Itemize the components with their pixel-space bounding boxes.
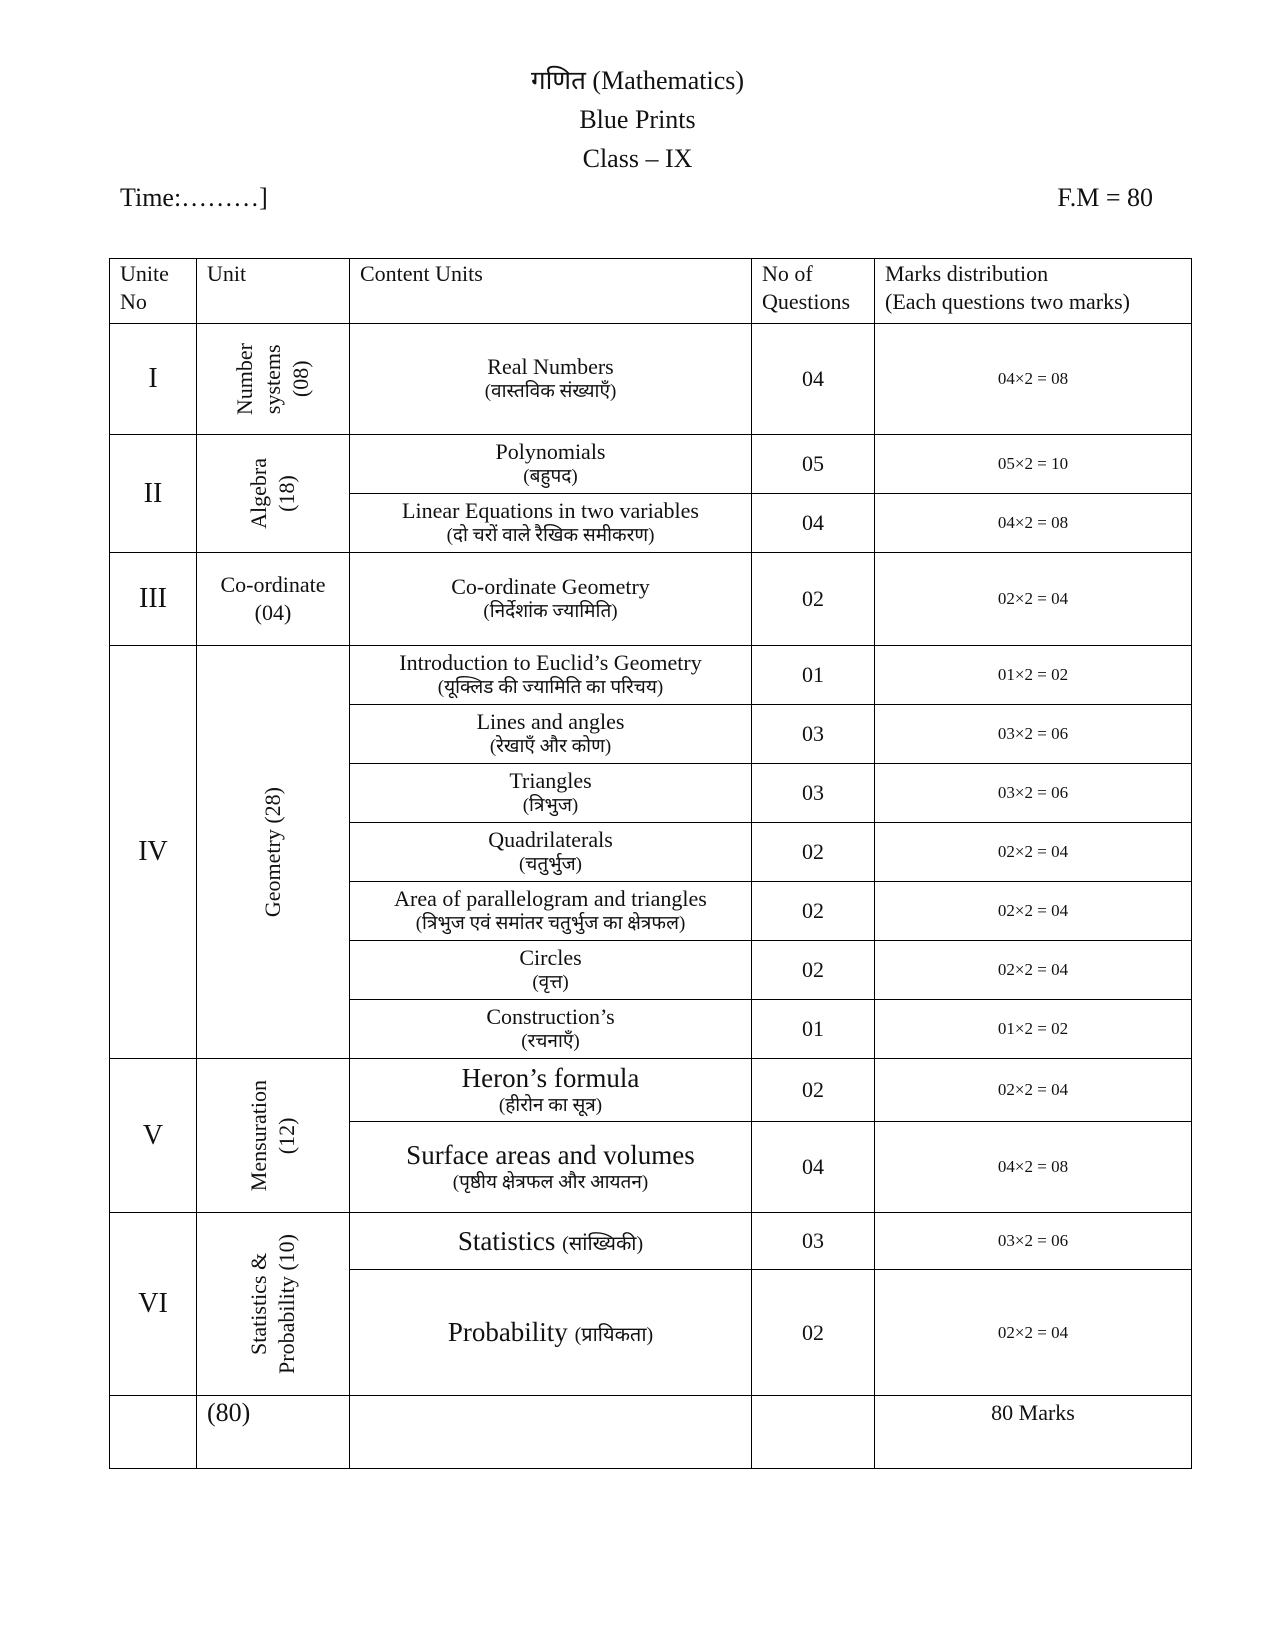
- question-count: 02: [752, 1270, 875, 1396]
- total-empty-cell: [110, 1396, 197, 1469]
- marks-cell: 03×2 = 06: [875, 764, 1192, 823]
- table-row: [110, 435, 1192, 494]
- content-cell: Surface areas and volumes (पृष्ठीय क्षेत्रफल और आयतन): [350, 1122, 752, 1213]
- question-count: 03: [752, 705, 875, 764]
- content-cell: Circles (वृत्त): [350, 941, 752, 1000]
- content-cell: Real Numbers (वास्तविक संख्याएँ): [350, 324, 752, 435]
- content-cell: Statistics (सांख्यिकी): [350, 1213, 752, 1270]
- table-row: [110, 1213, 1192, 1270]
- unit-number: I: [110, 324, 197, 435]
- unit-name-cell: Statistics & Probability (10): [197, 1213, 350, 1396]
- unit-name-cell: Mensuration (12): [197, 1059, 350, 1213]
- marks-cell: 02×2 = 04: [875, 882, 1192, 941]
- question-count: 02: [752, 1059, 875, 1122]
- header-unit: Unit: [197, 259, 350, 324]
- question-count: 04: [752, 494, 875, 553]
- question-count: 01: [752, 646, 875, 705]
- content-cell: Probability (प्रायिकता): [350, 1270, 752, 1396]
- question-count: 03: [752, 764, 875, 823]
- content-cell: Heron’s formula (हीरोन का सूत्र): [350, 1059, 752, 1122]
- class-label: Class – IX: [582, 144, 693, 173]
- unit-number: II: [110, 435, 197, 553]
- header-marks: Marks distribution (Each questions two marks): [875, 259, 1192, 324]
- question-count: 01: [752, 1000, 875, 1059]
- marks-cell: 02×2 = 04: [875, 823, 1192, 882]
- marks-cell: 03×2 = 06: [875, 1213, 1192, 1270]
- unit-name-cell: Number systems (08): [197, 324, 350, 435]
- full-marks-label: F.M = 80: [1057, 183, 1153, 212]
- question-count: 02: [752, 553, 875, 646]
- table-header-row: [110, 259, 1192, 324]
- question-count: 03: [752, 1213, 875, 1270]
- table-row: [110, 553, 1192, 646]
- content-cell: Polynomials (बहुपद): [350, 435, 752, 494]
- marks-cell: 04×2 = 08: [875, 1122, 1192, 1213]
- total-unit-marks: (80): [197, 1396, 350, 1469]
- marks-cell: 02×2 = 04: [875, 941, 1192, 1000]
- content-cell: Triangles (त्रिभुज): [350, 764, 752, 823]
- content-cell: Area of parallelogram and triangles (त्रिभुज एवं समांतर चतुर्भुज का क्षेत्रफल): [350, 882, 752, 941]
- page-title: गणित (Mathematics): [530, 66, 745, 95]
- marks-cell: 05×2 = 10: [875, 435, 1192, 494]
- table-row: [110, 646, 1192, 705]
- content-cell: Linear Equations in two variables (दो चरों वाले रैखिक समीकरण): [350, 494, 752, 553]
- unit-name-cell: Algebra (18): [197, 435, 350, 553]
- total-empty-cell: [752, 1396, 875, 1469]
- unit-number: VI: [110, 1213, 197, 1396]
- total-row: [110, 1396, 1192, 1469]
- unit-number: IV: [110, 646, 197, 1059]
- table-row: [110, 1059, 1192, 1122]
- question-count: 04: [752, 1122, 875, 1213]
- marks-cell: 02×2 = 04: [875, 1059, 1192, 1122]
- page-subtitle: Blue Prints: [579, 105, 696, 134]
- table-row: [110, 324, 1192, 435]
- question-count: 02: [752, 882, 875, 941]
- content-cell: Lines and angles (रेखाएँ और कोण): [350, 705, 752, 764]
- time-label: Time:………]: [120, 183, 268, 212]
- blueprint-table: [109, 258, 1192, 1469]
- marks-cell: 02×2 = 04: [875, 1270, 1192, 1396]
- header-unit-no: Unite No: [110, 259, 197, 324]
- content-cell: Co-ordinate Geometry (निर्देशांक ज्यामिति): [350, 553, 752, 646]
- question-count: 05: [752, 435, 875, 494]
- content-cell: Construction’s (रचनाएँ): [350, 1000, 752, 1059]
- marks-cell: 04×2 = 08: [875, 324, 1192, 435]
- header-questions: No of Questions: [752, 259, 875, 324]
- marks-cell: 04×2 = 08: [875, 494, 1192, 553]
- marks-cell: 03×2 = 06: [875, 705, 1192, 764]
- question-count: 04: [752, 324, 875, 435]
- content-cell: Introduction to Euclid’s Geometry (यूक्लिड की ज्यामिति का परिचय): [350, 646, 752, 705]
- unit-name-cell: Geometry (28): [197, 646, 350, 1059]
- question-count: 02: [752, 823, 875, 882]
- question-count: 02: [752, 941, 875, 1000]
- header-content: Content Units: [350, 259, 752, 324]
- content-cell: Quadrilaterals (चतुर्भुज): [350, 823, 752, 882]
- marks-cell: 01×2 = 02: [875, 1000, 1192, 1059]
- total-empty-cell: [350, 1396, 752, 1469]
- marks-cell: 02×2 = 04: [875, 553, 1192, 646]
- unit-number: V: [110, 1059, 197, 1213]
- marks-cell: 01×2 = 02: [875, 646, 1192, 705]
- unit-name-cell: Co-ordinate (04): [197, 553, 350, 646]
- total-marks: 80 Marks: [875, 1396, 1192, 1469]
- unit-number: III: [110, 553, 197, 646]
